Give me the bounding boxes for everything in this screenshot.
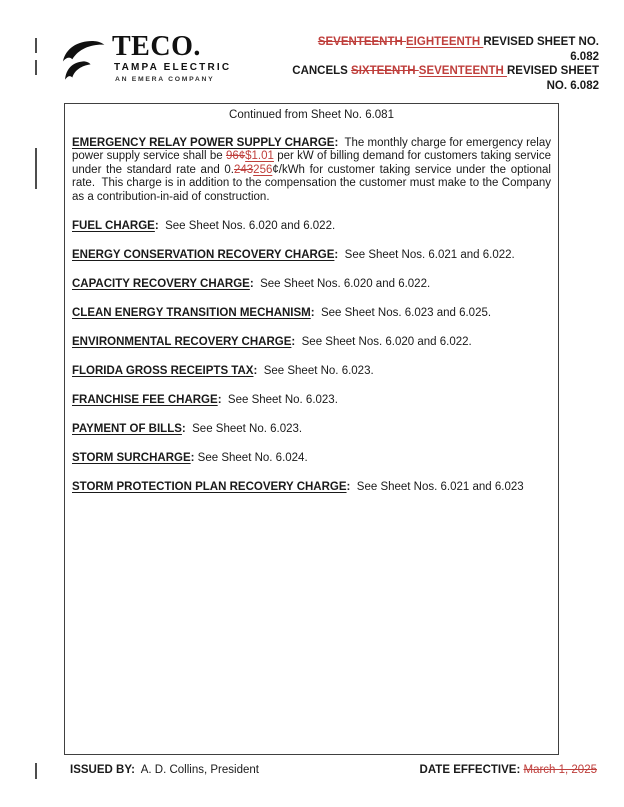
teco-logo (60, 31, 232, 84)
charge-item (72, 394, 551, 408)
brand-name: TECO. (112, 31, 201, 62)
text-segment: See Sheet Nos. 6.020 and 6.022. (295, 336, 472, 348)
brand-tagline: AN EMERA COMPANY (115, 76, 215, 83)
text-segment: See Sheet No. 6.023. (185, 423, 303, 435)
text-segment: See Sheet Nos. 6.023 and 6.025. (314, 307, 492, 319)
text-segment: CANCELS (292, 65, 352, 77)
text-segment: ENVIRONMENTAL RECOVERY CHARGE (72, 336, 292, 348)
text-segment: ISSUED BY: (70, 764, 135, 776)
text-segment: : (310, 307, 315, 319)
revision-mark (35, 763, 37, 779)
text-segment: CAPACITY RECOVERY CHARGE (72, 278, 250, 290)
tariff-sheet-box (64, 103, 559, 755)
date-effective (420, 764, 597, 776)
charge-item (72, 423, 551, 437)
text-segment: $1.01 (245, 150, 274, 162)
header-line (269, 79, 599, 94)
charge-item (72, 481, 551, 495)
charge-item (72, 249, 551, 263)
text-segment: See Sheet Nos. 6.020 and 6.022. (158, 220, 336, 232)
text-segment: : (291, 336, 296, 348)
footer (70, 764, 597, 776)
text-segment: NO. 6.082 (546, 79, 599, 92)
brand-subtitle: TAMPA ELECTRIC (114, 62, 232, 73)
text-segment: See Sheet No. 6.023. (257, 365, 374, 377)
text-segment: EMERGENCY RELAY POWER SUPPLY CHARGE (72, 136, 335, 149)
revision-mark (35, 60, 37, 75)
header-line (269, 50, 599, 65)
revision-mark (35, 38, 37, 53)
text-segment: See Sheet No. 6.024. (194, 452, 308, 464)
text-segment: SEVENTEENTH (418, 65, 507, 77)
text-segment: 256 (253, 163, 273, 176)
text-segment: : (181, 423, 186, 435)
text-segment: A. D. Collins, President (134, 764, 259, 776)
text-segment: SEVENTEENTH (317, 36, 407, 48)
text-segment: : (154, 220, 159, 232)
text-segment: : (253, 365, 258, 377)
text-segment: : (334, 249, 339, 261)
teco-swoosh-icon (60, 36, 108, 84)
issued-by (70, 764, 259, 776)
charge-item (72, 365, 551, 379)
header-line (269, 64, 599, 79)
text-segment: STORM PROTECTION PLAN RECOVERY CHARGE (72, 481, 347, 493)
text-segment: STORM SURCHARGE (72, 452, 191, 464)
text-segment: FRANCHISE FEE CHARGE (72, 394, 218, 406)
text-segment: CLEAN ENERGY TRANSITION MECHANISM (72, 307, 311, 319)
text-segment: 243 (233, 163, 254, 176)
text-segment: : (346, 481, 351, 493)
text-segment: FLORIDA GROSS RECEIPTS TAX (72, 365, 254, 377)
text-segment: PAYMENT OF BILLS (72, 423, 182, 435)
text-segment: REVISED SHEET (506, 65, 599, 77)
text-segment: EIGHTEENTH (406, 36, 484, 48)
text-segment: SIXTEENTH (351, 65, 419, 77)
charge-item (72, 220, 551, 234)
continued-from-line: Continued from Sheet No. 6.081 (229, 109, 394, 121)
text-segment: March 1, 2025 (523, 764, 597, 776)
text-segment: See Sheet Nos. 6.021 and 6.022. (338, 249, 515, 261)
text-segment: See Sheet Nos. 6.020 and 6.022. (253, 278, 431, 290)
text-segment: DATE EFFECTIVE: (419, 764, 521, 776)
logo-text (112, 31, 232, 83)
text-segment: FUEL CHARGE (72, 220, 155, 232)
text-segment: 6.082 (570, 50, 599, 63)
emergency-relay-paragraph (72, 136, 555, 205)
charge-item (72, 452, 551, 466)
text-segment: per kW of billing demand for customers taking service under the standard rate and 0. (72, 150, 555, 176)
charge-item (72, 336, 551, 350)
text-segment: See Sheet No. 6.023. (221, 394, 338, 406)
text-segment: : (190, 452, 195, 464)
charge-item (72, 307, 551, 321)
text-segment: ¢/kWh for customer taking service under the optional rate. This charge is in addition to the compensation the customer must make to the Company as a contribution-in-aid of construction. (72, 163, 555, 203)
text-segment: See Sheet Nos. 6.021 and 6.023 (350, 481, 524, 493)
header-line (269, 35, 599, 50)
sheet-revision-header (269, 35, 599, 93)
text-segment: 96¢ (225, 150, 246, 162)
charge-item (72, 278, 551, 292)
text-segment: ENERGY CONSERVATION RECOVERY CHARGE (72, 249, 335, 261)
text-segment: REVISED SHEET NO. (483, 36, 599, 48)
text-segment: : (217, 394, 222, 406)
text-segment: : (249, 278, 254, 290)
revision-mark (35, 148, 37, 189)
charge-list (72, 220, 551, 495)
text-segment: : (334, 136, 339, 149)
text-segment: The monthly charge for emergency relay power supply service shall be (72, 136, 555, 162)
